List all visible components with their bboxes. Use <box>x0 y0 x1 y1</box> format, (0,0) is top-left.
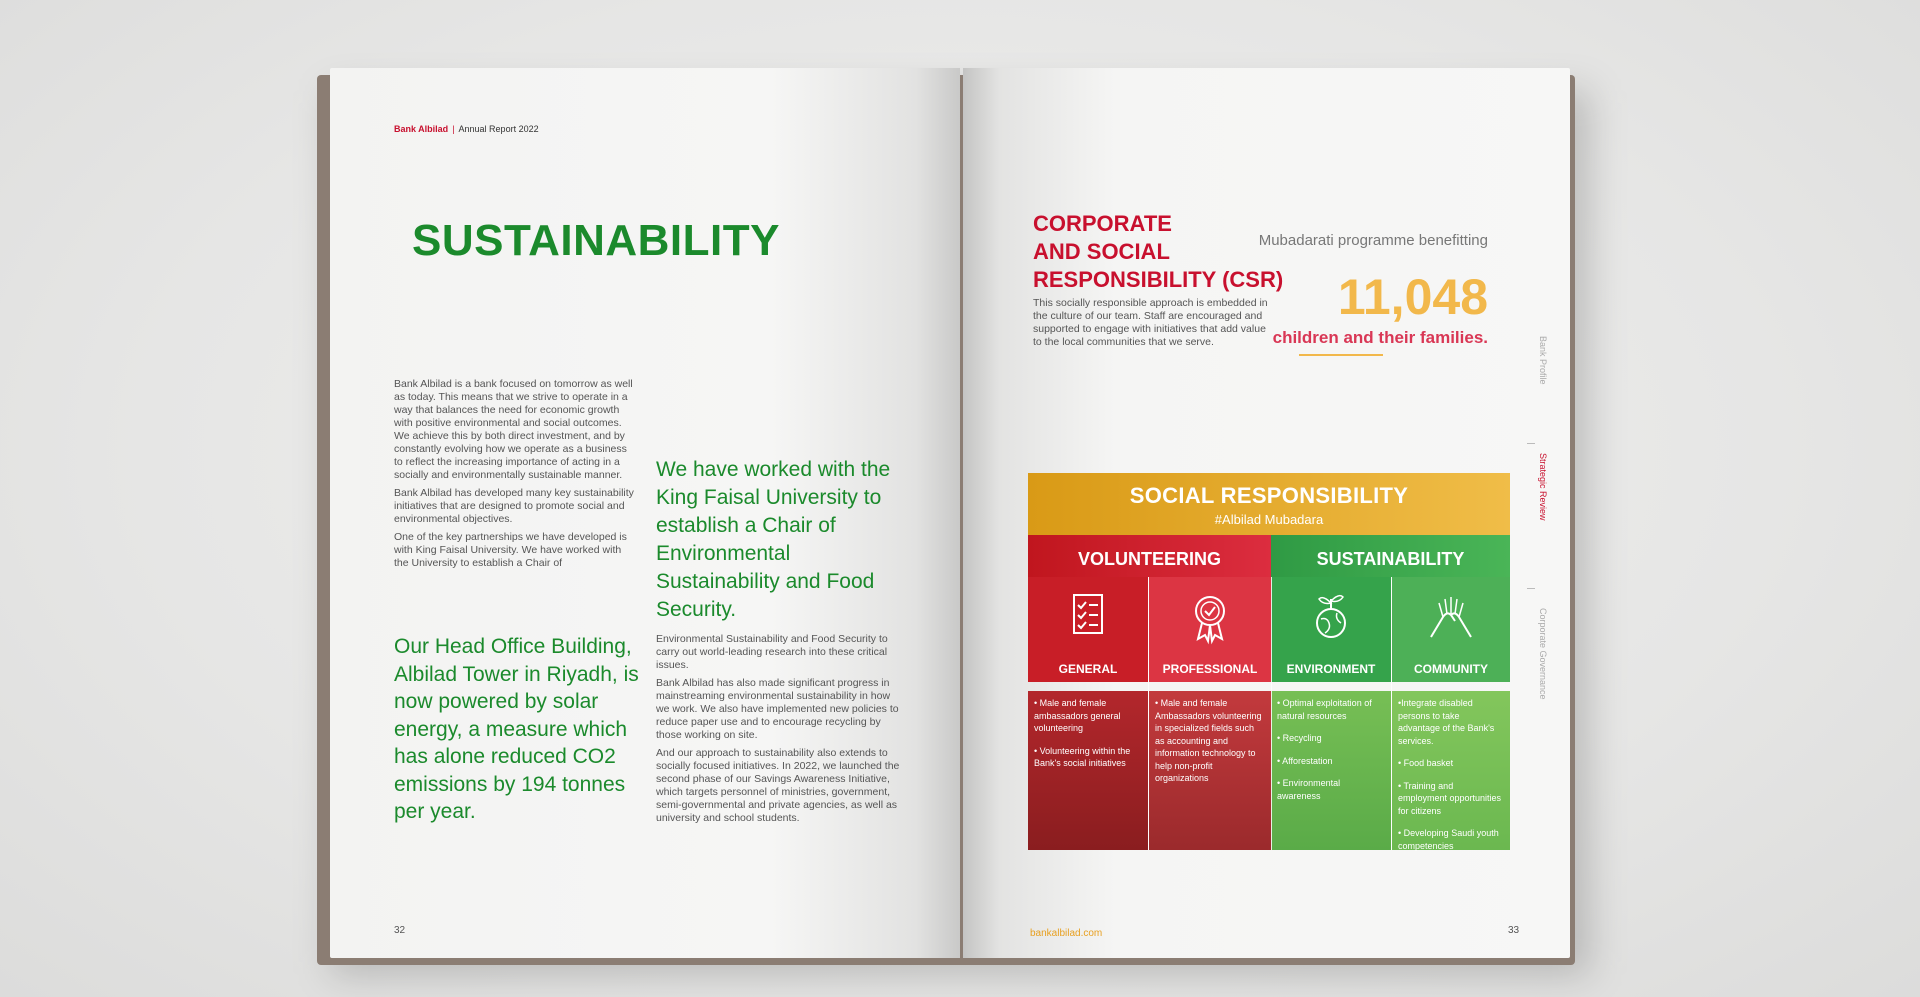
infographic-hashtag: #Albilad Mubadara <box>1214 512 1324 527</box>
page-number-right: 33 <box>1508 925 1520 936</box>
column-body <box>1149 691 1271 850</box>
header-brand: Bank Albilad <box>394 124 449 134</box>
page-number-left: 32 <box>394 925 406 936</box>
header-report: Annual Report 2022 <box>458 124 539 134</box>
column-general <box>1028 577 1148 850</box>
csr-title-line: AND SOCIAL <box>1033 239 1170 264</box>
pull-quote-solar: Our Head Office Building, Albilad Tower in Riyadh, is now powered by solar energy, a measure which has alone reduced CO2 emissions by 194 tonnes per year. <box>394 635 639 823</box>
column-divider <box>1391 577 1392 850</box>
stat-number: 11,048 <box>1337 269 1488 325</box>
paragraph: And our approach to sustainability also extends to socially focused initiatives. In 2022, we launched the second phase of our Savings Awareness Initiative, which targets personnel of ministries, government, semi-governmental and private agencies, as well as university and school students. <box>656 747 900 824</box>
csr-body: This socially responsible approach is embedded in the culture of our team. Staff are encouraged and supported to engage with initiatives that add value to the local communities that we serve. <box>1033 297 1268 348</box>
list-item: • Food basket <box>1398 758 1454 768</box>
award-ribbon-icon <box>1180 587 1240 647</box>
list-item: • Recycling <box>1277 733 1322 743</box>
list-item: •Integrate disabled persons to take advantage of the Bank's services. <box>1398 698 1495 746</box>
side-navigation <box>1518 248 1548 748</box>
list-item: • Environmental awareness <box>1277 778 1341 801</box>
list-item: • Male and female ambassadors general volunteering <box>1034 698 1121 733</box>
side-nav-strategic-review[interactable]: Strategic Review <box>1538 453 1548 521</box>
pull-quote-university: We have worked with the King Faisal University to establish a Chair of Environmental Sustainability and Food Security. <box>656 458 891 621</box>
list-item: • Developing Saudi youth competencies <box>1398 828 1499 851</box>
column-label: ENVIRONMENT <box>1271 662 1391 682</box>
running-header <box>394 124 539 134</box>
list-item: • Male and female Ambassadors volunteering in specialized fields such as accounting and information technology to help non-profit organizations <box>1155 698 1262 783</box>
csr-title-line: CORPORATE <box>1033 211 1172 236</box>
stat-sub: children and their families. <box>1272 328 1488 347</box>
column-label: GENERAL <box>1028 662 1148 682</box>
body-column-2 <box>656 633 906 830</box>
section-volunteering: VOLUNTEERING <box>1028 535 1271 577</box>
column-professional <box>1149 577 1271 850</box>
paragraph: Bank Albilad has developed many key sustainability initiatives that are designed to promote social and environmental objectives. <box>394 487 634 525</box>
csr-title-line: RESPONSIBILITY (CSR) <box>1033 267 1284 292</box>
side-nav-tick <box>1527 443 1535 444</box>
infographic-title: SOCIAL RESPONSIBILITY <box>1129 483 1409 508</box>
list-item: • Optimal exploitation of natural resources <box>1277 698 1372 721</box>
right-page <box>963 68 1570 958</box>
paragraph: Environmental Sustainability and Food Security to carry out world-leading research into these critical issues. <box>656 633 888 671</box>
column-body <box>1028 691 1148 850</box>
social-responsibility-infographic <box>1028 473 1510 850</box>
column-divider <box>1148 577 1149 850</box>
column-environment <box>1271 577 1391 850</box>
stat-underline <box>1299 354 1383 356</box>
column-divider <box>1271 577 1272 850</box>
column-body <box>1392 691 1510 850</box>
list-item: • Training and employment opportunities for citizens <box>1398 780 1502 816</box>
list-item: • Volunteering within the Bank's social initiatives <box>1034 745 1131 768</box>
joined-hands-icon <box>1421 587 1481 647</box>
side-nav-bank-profile[interactable]: Bank Profile <box>1538 336 1548 385</box>
column-community <box>1392 577 1510 850</box>
globe-plant-icon <box>1301 587 1361 647</box>
page-title: SUSTAINABILITY <box>412 216 780 265</box>
checklist-icon <box>1058 587 1118 647</box>
column-label: COMMUNITY <box>1392 662 1510 682</box>
column-body <box>1271 691 1391 850</box>
side-nav-tick <box>1527 588 1535 589</box>
side-nav-corporate-governance[interactable]: Corporate Governance <box>1538 608 1548 700</box>
section-sustainability: SUSTAINABILITY <box>1271 535 1510 577</box>
left-page <box>330 68 960 958</box>
body-column-1 <box>394 378 634 575</box>
stat-label: Mubadarati programme benefitting <box>1258 232 1488 249</box>
header-separator: | <box>452 124 455 134</box>
footer-url[interactable]: bankalbilad.com <box>1030 928 1103 939</box>
infographic-header <box>1028 473 1510 535</box>
paragraph: Bank Albilad has also made significant progress in mainstreaming environmental sustainability in how we work. We also have implemented new policies to reduce paper use and to encourage recycling by those working on site. <box>656 677 899 741</box>
list-item: • Afforestation <box>1277 755 1333 766</box>
paragraph: One of the key partnerships we have developed is with King Faisal University. We have worked with the University to establish a Chair of <box>394 531 627 569</box>
paragraph: Bank Albilad is a bank focused on tomorrow as well as today. This means that we strive to operate in a way that balances the need for economic growth with positive environmental and social outcomes. We achieve this by both direct investment, and by constantly evolving how we operate as a business to reflect the increasing importance of acting in a socially and environmentally sustainable manner. <box>394 378 633 481</box>
column-label: PROFESSIONAL <box>1149 662 1271 682</box>
